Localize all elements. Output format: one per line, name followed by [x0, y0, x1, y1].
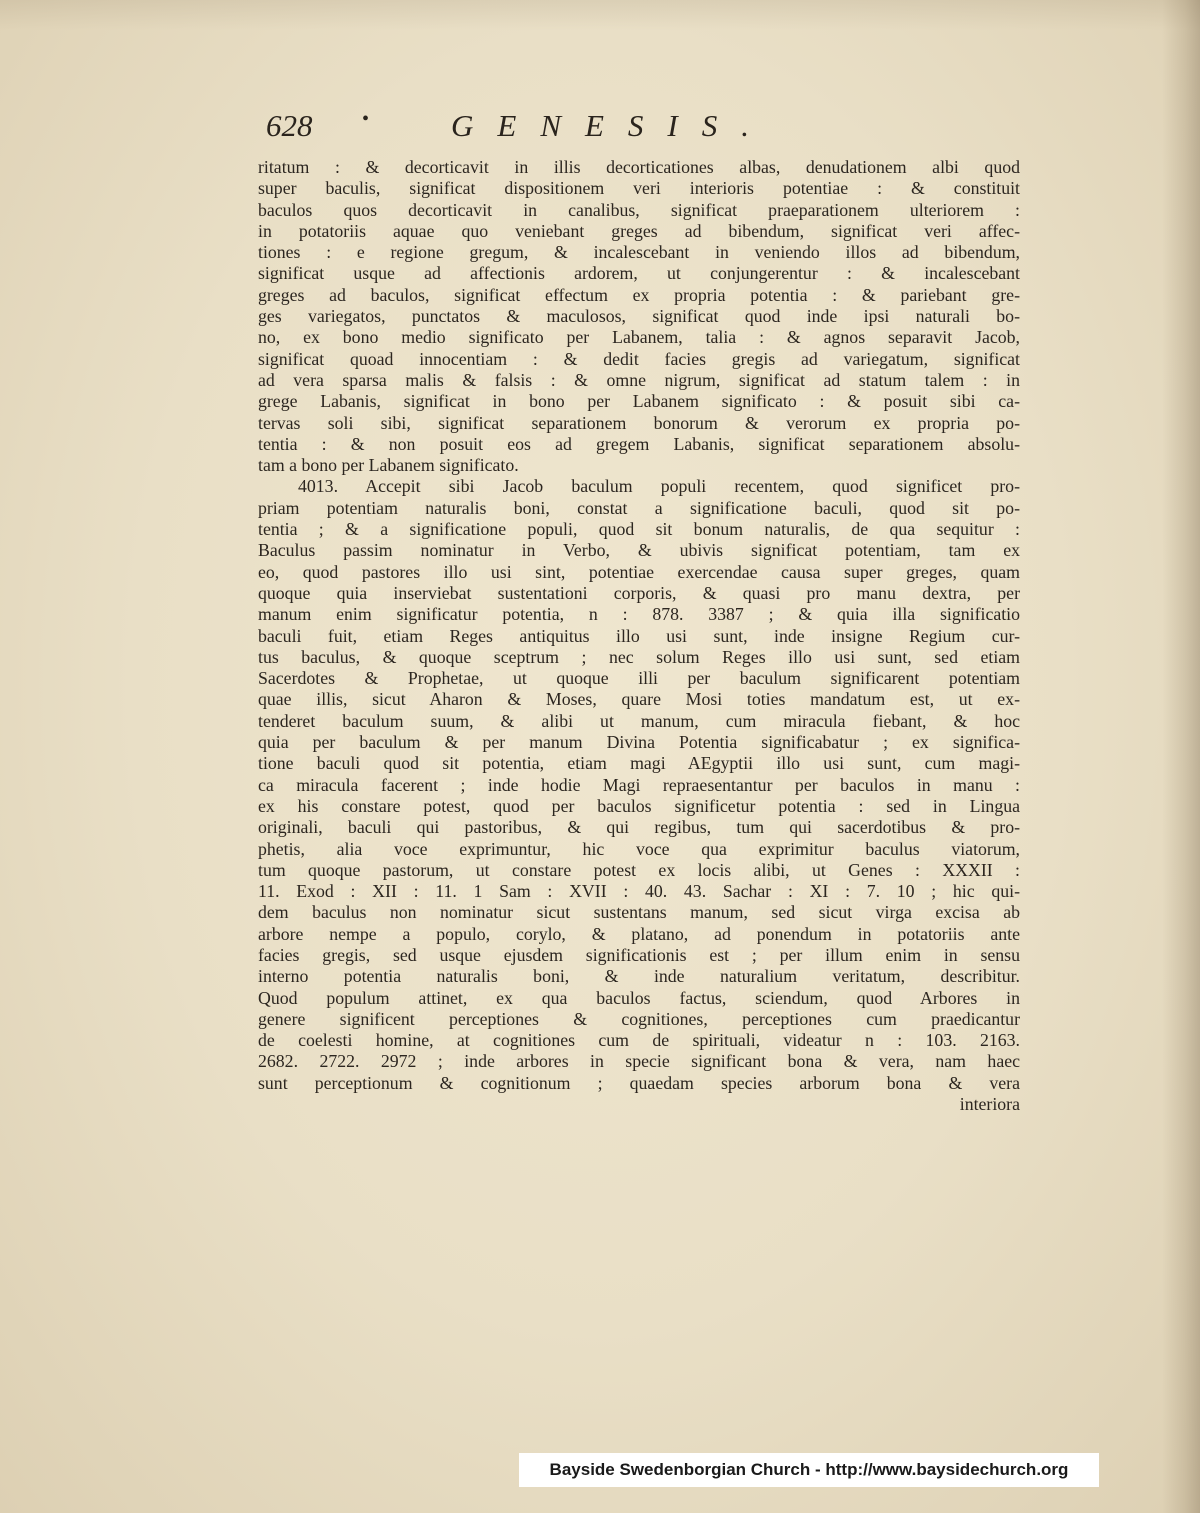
text-line: tam a bono per Labanem significato.: [258, 455, 519, 476]
text-line: in potatoriis aquae quo veniebant greges ad bibendum, significat veri affec-: [258, 220, 1020, 241]
text-line: Sacerdotes & Prophetae, ut quoque illi per baculum significarent potentiam: [258, 668, 1020, 689]
text-line: priam potentiam naturalis boni, constat a significatione baculi, quod sit po-: [258, 497, 1020, 518]
page-shadow-top: [0, 0, 1200, 30]
text-line: tervas soli sibi, significat separationem bonorum & verorum ex propria po-: [258, 412, 1020, 433]
text-line: 11. Exod : XII : 11. 1 Sam : XVII : 40. 43. Sachar : XI : 7. 10 ; hic qui-: [258, 881, 1020, 902]
body-text: [258, 157, 1020, 1115]
text-line: dem baculus non nominatur sicut sustentans manum, sed sicut virga excisa ab: [258, 902, 1020, 923]
text-line: quia per baculum & per manum Divina Potentia significabatur ; ex significa-: [258, 732, 1020, 753]
text-line: tione baculi quod sit potentia, etiam magi AEgyptii illo usi sunt, cum magi-: [258, 753, 1020, 774]
text-line: tentia ; & a significatione populi, quod sit bonum naturalis, de qua sequitur :: [258, 519, 1020, 540]
text-line: significat quoad innocentiam : & dedit facies gregis ad variegatum, significat: [258, 348, 1020, 369]
text-line: tenderet baculum suum, & alibi ut manum, cum miracula fiebant, & hoc: [258, 710, 1020, 731]
running-title: GENESIS.: [451, 108, 774, 143]
text-line: ges variegatos, punctatos & maculosos, significat quod inde ipsi naturali bo-: [258, 306, 1020, 327]
text-line: manum enim significatur potentia, n : 878. 3387 ; & quia illa significatio: [258, 604, 1020, 625]
paragraph-start-4013: 4013. Accepit sibi Jacob baculum populi recentem, quod significet pro-: [298, 476, 1020, 497]
text-line: tus baculus, & quoque sceptrum ; nec solum Reges illo usi sunt, sed etiam: [258, 646, 1020, 667]
text-line: quoque quia inserviebat sustentationi corporis, & quasi pro manu dextra, per: [258, 582, 1020, 603]
page-header: [266, 108, 826, 154]
text-line: no, ex bono medio significato per Labanem, talia : & agnos separavit Jacob,: [258, 327, 1020, 348]
text-line: sunt perceptionum & cognitionum ; quaedam species arborum bona & vera: [258, 1072, 1020, 1093]
text-line: ex his constare potest, quod per baculos significetur potentia : sed in Lingua: [258, 795, 1020, 816]
catchword: interiora: [959, 1094, 1020, 1115]
page-number: 628: [266, 108, 313, 143]
text-line: grege Labanis, significat in bono per Labanem significato : & posuit sibi ca-: [258, 391, 1020, 412]
text-line: facies gregis, sed usque ejusdem significationis est ; per illum enim in sensu: [258, 944, 1020, 965]
text-line: Baculus passim nominatur in Verbo, & ubivis significat potentiam, tam ex: [258, 540, 1020, 561]
text-line: arbore nempe a populo, corylo, & platano, ad ponendum in potatoriis ante: [258, 923, 1020, 944]
text-line: tentia : & non posuit eos ad gregem Labanis, significat separationem absolu-: [258, 433, 1020, 454]
text-line: originali, baculi qui pastoribus, & qui regibus, tum qui sacerdotibus & pro-: [258, 817, 1020, 838]
text-line: tiones : e regione gregum, & incalescebant in veniendo illos ad bibendum,: [258, 242, 1020, 263]
text-line: interno potentia naturalis boni, & inde naturalium veritatum, describitur.: [258, 966, 1020, 987]
text-line: significat usque ad affectionis ardorem, ut conjungerentur : & incalescebant: [258, 263, 1020, 284]
text-line: phetis, alia voce exprimuntur, hic voce qua exprimitur baculus viatorum,: [258, 838, 1020, 859]
text-line: de coelesti homine, at cognitiones cum de spirituali, videatur n : 103. 2163.: [258, 1030, 1020, 1051]
text-line: eo, quod pastores illo usi sint, potentiae exercendae causa super greges, quam: [258, 561, 1020, 582]
text-line: ritatum : & decorticavit in illis decorticationes albas, denudationem albi quod: [258, 157, 1020, 177]
watermark-banner: Bayside Swedenborgian Church - http://www.baysidechurch.org: [519, 1453, 1099, 1487]
page-shadow-right: [1162, 0, 1200, 1513]
text-line: ad vera sparsa malis & falsis : & omne nigrum, significat ad statum talem : in: [258, 369, 1020, 390]
text-line: baculos quos decorticavit in canalibus, significat praeparationem ulteriorem :: [258, 199, 1020, 220]
text-line: quae illis, sicut Aharon & Moses, quare Mosi toties mandatum est, ut ex-: [258, 689, 1020, 710]
text-line: greges ad baculos, significat effectum ex propria potentia : & pariebant gre-: [258, 284, 1020, 305]
text-line: baculi fuit, etiam Reges antiquitus illo usi sunt, inde insigne Regium cur-: [258, 625, 1020, 646]
text-line: 2682. 2722. 2972 ; inde arbores in specie significant bona & vera, nam haec: [258, 1051, 1020, 1072]
header-dot: •: [362, 108, 370, 130]
text-line: tum quoque pastorum, ut constare potest ex locis alibi, ut Genes : XXXII :: [258, 859, 1020, 880]
text-line: genere significent perceptiones & cognitiones, perceptiones cum praedicantur: [258, 1008, 1020, 1029]
text-line: ca miracula facerent ; inde hodie Magi repraesentantur per baculos in manu :: [258, 774, 1020, 795]
text-line: Quod populum attinet, ex qua baculos factus, sciendum, quod Arbores in: [258, 987, 1020, 1008]
text-line: super baculis, significat dispositionem veri interioris potentiae : & constituit: [258, 178, 1020, 199]
